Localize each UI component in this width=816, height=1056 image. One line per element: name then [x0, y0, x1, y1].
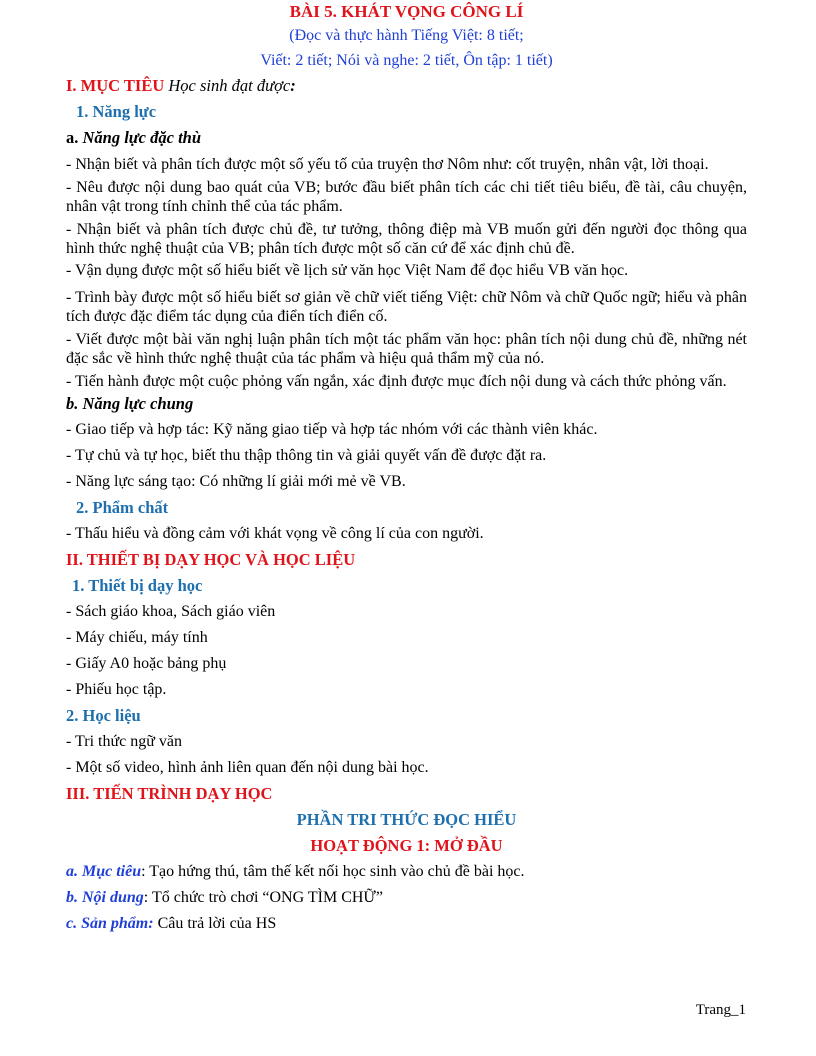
objective-text: : Tạo hứng thú, tâm thế kết nối học sinh vào chủ đề bài học. — [141, 863, 525, 880]
section-3-heading: III. TIẾN TRÌNH DẠY HỌC — [66, 784, 273, 803]
subsection-hoc-lieu: 2. Học liệu — [66, 706, 141, 725]
list-item: - Nêu được nội dung bao quát của VB; bước đầu biết phân tích các chi tiết tiêu biểu, đề tài, câu chuyện, nhân vật trong tính chỉnh thể của tác phẩm. — [66, 179, 747, 215]
list-item: - Vận dụng được một số hiểu biết về lịch sử văn học Việt Nam để đọc hiểu VB văn học. — [66, 262, 629, 279]
content-label: b. Nội dung — [66, 889, 144, 906]
section-2-heading: II. THIẾT BỊ DẠY HỌC VÀ HỌC LIỆU — [66, 550, 356, 569]
list-item: - Nhận biết và phân tích được một số yếu tố của truyện thơ Nôm như: cốt truyện, nhân vật, lời thoại. — [66, 156, 709, 173]
subsection-a-label: Năng lực đặc thù — [82, 128, 202, 147]
list-item: - Trình bày được một số hiểu biết sơ giản về chữ viết tiếng Việt: chữ Nôm và chữ Quốc ngữ; hiểu và phân tích được đặc điểm tác dụng của điển tích điển cố. — [66, 289, 747, 325]
product-text: Câu trả lời của HS — [153, 915, 277, 932]
list-item: - Tri thức ngữ văn — [66, 733, 183, 750]
list-item: - Tự chủ và tự học, biết thu thập thông tin và giải quyết vấn đề được đặt ra. — [66, 447, 547, 464]
content-text: : Tổ chức trò chơi “ONG TÌM CHỮ” — [143, 889, 383, 906]
objective-label: a. Mục tiêu — [66, 863, 142, 880]
lesson-subtitle-2: Viết: 2 tiết; Nói và nghe: 2 tiết, Ôn tập: 1 tiết) — [260, 52, 553, 69]
lesson-title: BÀI 5. KHÁT VỌNG CÔNG LÍ — [289, 2, 524, 21]
section-1-heading — [66, 73, 747, 99]
list-item: - Phiếu học tập. — [66, 681, 167, 698]
part-heading: PHẦN TRI THỨC ĐỌC HIỂU — [296, 810, 517, 829]
product-line — [66, 911, 747, 937]
activity-heading: HOẠT ĐỘNG 1: MỞ ĐẦU — [310, 836, 503, 855]
section-1-title: I. MỤC TIÊU — [66, 76, 165, 95]
section-1-note: Học sinh đạt được — [168, 76, 291, 95]
list-item: - Giao tiếp và hợp tác: Kỹ năng giao tiếp và hợp tác nhóm với các thành viên khác. — [66, 421, 598, 438]
subsection-nang-luc-dac-thu — [66, 125, 747, 151]
list-item: - Giấy A0 hoặc bảng phụ — [66, 655, 227, 672]
list-item: - Năng lực sáng tạo: Có những lí giải mới mẻ về VB. — [66, 473, 406, 490]
objective-line — [66, 859, 747, 885]
list-item: - Sách giáo khoa, Sách giáo viên — [66, 603, 276, 620]
subsection-nang-luc: 1. Năng lực — [76, 102, 157, 121]
subsection-thiet-bi: 1. Thiết bị dạy học — [72, 576, 203, 595]
list-item: - Tiến hành được một cuộc phỏng vấn ngắn, xác định được mục đích nội dung và cách thức phỏng vấn. — [66, 373, 727, 390]
page-number: Trang_1 — [695, 1002, 746, 1018]
list-item: - Viết được một bài văn nghị luận phân tích một tác phẩm văn học: phân tích nội dung chủ đề, những nét đặc sắc về hình thức nghệ thuật của tác phẩm và hiệu quả thẩm mỹ của nó. — [66, 331, 747, 367]
list-item: - Máy chiếu, máy tính — [66, 629, 208, 646]
subsection-nang-luc-chung: b. Năng lực chung — [66, 394, 194, 413]
section-1-colon: : — [290, 76, 296, 95]
list-item: - Thấu hiểu và đồng cảm với khát vọng về công lí của con người. — [66, 525, 484, 542]
content-line — [66, 885, 747, 911]
document-page — [66, 0, 747, 937]
subsection-a-prefix: a. — [66, 128, 83, 147]
product-label: c. Sản phẩm: — [66, 915, 154, 932]
list-item: - Một số video, hình ảnh liên quan đến nội dung bài học. — [66, 759, 429, 776]
subsection-pham-chat: 2. Phẩm chất — [76, 498, 169, 517]
lesson-subtitle-1: (Đọc và thực hành Tiếng Việt: 8 tiết; — [289, 27, 524, 44]
list-item: - Nhận biết và phân tích được chủ đề, tư tưởng, thông điệp mà VB muốn gửi đến người đọc thông qua hình thức nghệ thuật của VB; phân tích được một số căn cứ để xác định chủ đề. — [66, 221, 747, 257]
